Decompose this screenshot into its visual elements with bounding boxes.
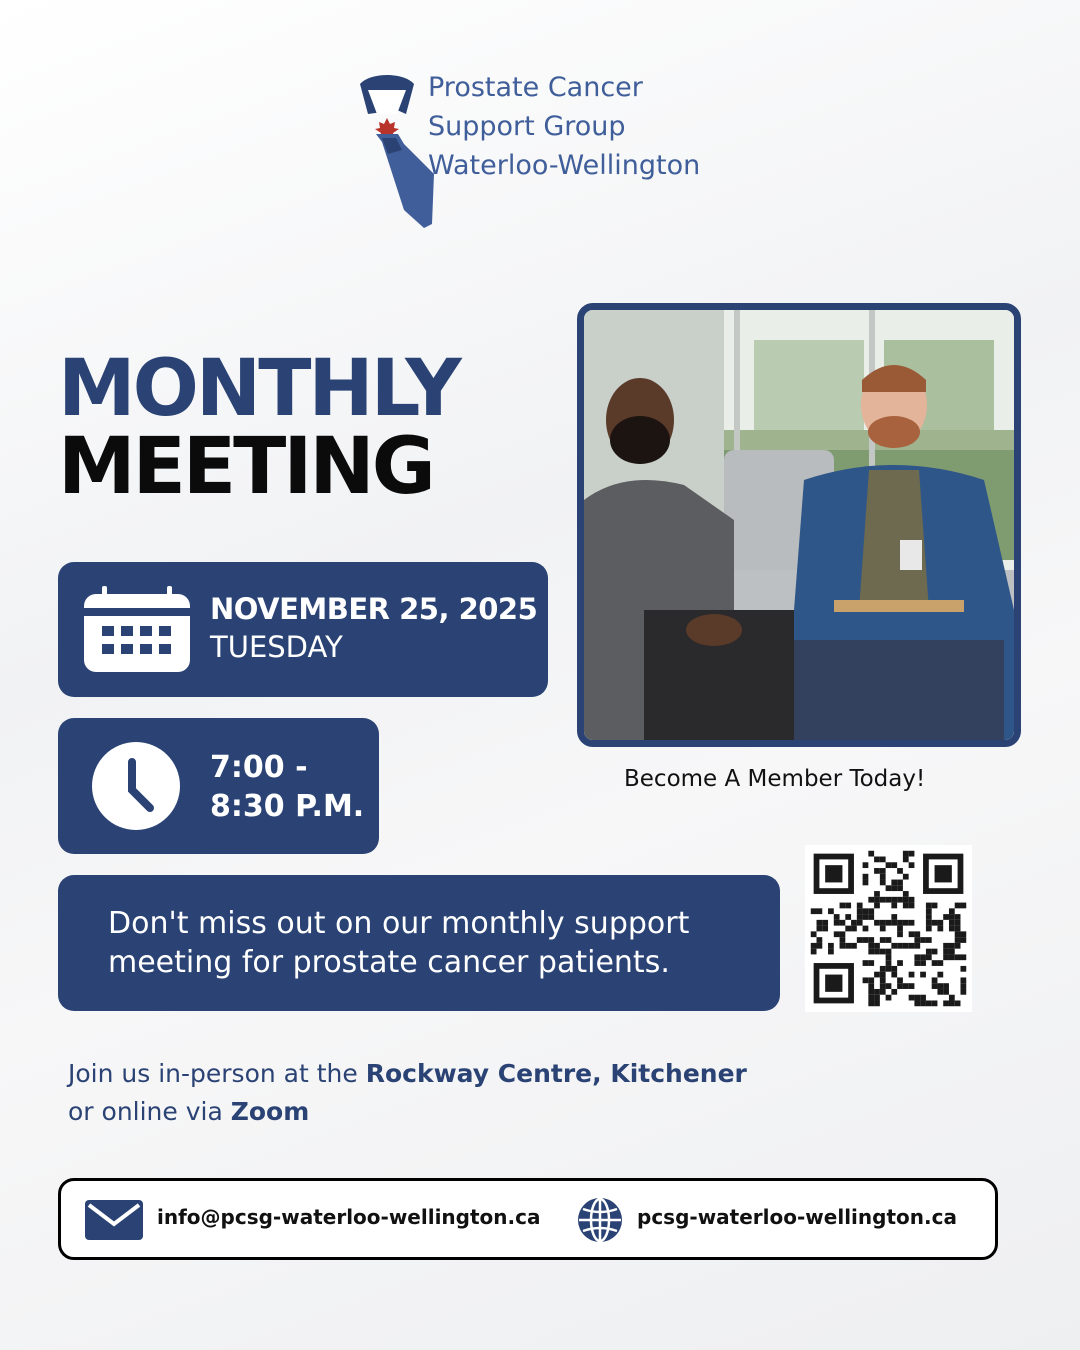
join-online: Zoom [230,1097,310,1126]
logo-line-3: Waterloo-Wellington [428,150,701,181]
time-start: 7:00 - [210,750,308,785]
headline-meeting: MEETING [58,422,433,512]
globe-icon [577,1197,623,1243]
group-meeting-photo [577,303,1021,747]
logo-text [428,68,700,185]
time-end: 8:30 P.M. [210,789,365,824]
description-line-1: Don't miss out on our monthly support [108,906,690,941]
join-info [68,1055,747,1131]
logo-line-2: Support Group [428,111,626,142]
email-link[interactable]: info@pcsg-waterloo-wellington.ca [157,1205,541,1229]
headline-monthly: MONTHLY [58,344,459,434]
description-box [58,875,780,1011]
mail-icon [85,1200,143,1240]
description-line-2: meeting for prostate cancer patients. [108,945,670,980]
contact-bar [58,1178,998,1260]
website-link[interactable]: pcsg-waterloo-wellington.ca [637,1205,957,1229]
clock-icon [92,742,180,830]
description-text [108,904,689,982]
qr-code-pattern [805,845,972,1012]
date-box [58,562,548,697]
time-box [58,718,379,854]
join-prefix: Join us in-person at the [68,1059,366,1088]
photo-illustration [584,310,1014,740]
logo-line-1: Prostate Cancer [428,72,643,103]
join-middle: or online via [68,1097,231,1126]
qr-code[interactable] [805,845,972,1012]
meeting-day: TUESDAY [210,630,343,664]
calendar-icon [84,586,190,672]
meeting-time [210,748,364,826]
join-location: Rockway Centre, Kitchener [365,1059,747,1088]
become-member-text: Become A Member Today! [624,766,926,792]
meeting-date: NOVEMBER 25, 2025 [210,592,538,626]
